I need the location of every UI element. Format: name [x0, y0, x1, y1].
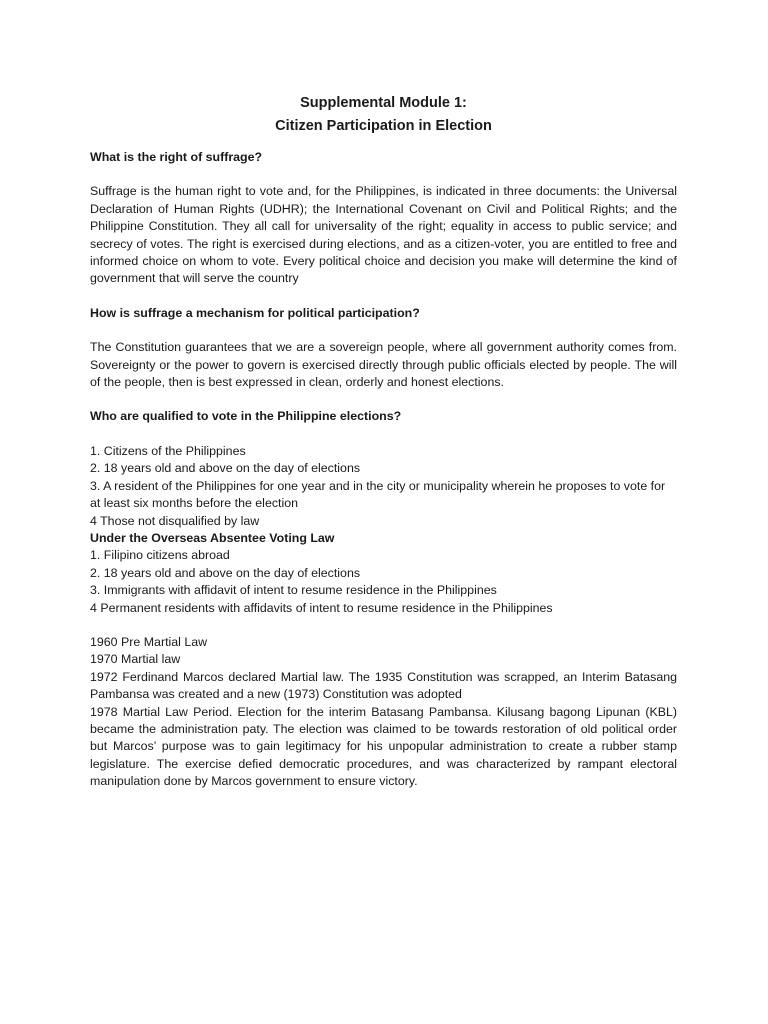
timeline-item: 1960 Pre Martial Law: [90, 634, 208, 649]
document-title: [90, 92, 677, 138]
list-item: 3. A resident of the Philippines for one year and in the city or municipality wherein he proposes to vote for at least six months before the election: [90, 478, 666, 511]
martial-law-timeline: [90, 634, 677, 791]
overseas-voting-section: [90, 530, 677, 617]
list-item: 3. Immigrants with affidavit of intent to resume residence in the Philippines: [90, 583, 497, 598]
timeline-item: 1978 Martial Law Period. Election for the interim Batasang Pambansa. Kilusang bagong Lipunan (KBL) became the administration paty. The election was claimed to be towards restoration of old political order but Marcos’ purpose was to gain legitimacy for his unpopular administration to create a rubber stamp legislature. The exercise defied democratic procedures, and was characterized by rampant electoral manipulation done by Marcos government to ensure victory.: [90, 704, 677, 789]
document-body: [90, 92, 677, 791]
question-qualified-voters: Who are qualified to vote in the Philippine elections?: [90, 409, 402, 424]
paragraph-constitution-sovereignty: The Constitution guarantees that we are a sovereign people, where all government authority comes from. Sovereignty or the power to govern is exercised directly through public officials elected by people. The will of the people, then is best expressed in clean, orderly and honest elections.: [90, 340, 677, 390]
question-right-of-suffrage: What is the right of suffrage?: [90, 150, 263, 164]
title-line-1: Supplemental Module 1:: [300, 95, 467, 111]
timeline-item: 1970 Martial law: [90, 652, 181, 667]
qualified-voters-list: [90, 443, 677, 530]
list-item: 2. 18 years old and above on the day of elections: [90, 565, 361, 580]
paragraph-suffrage-definition: Suffrage is the human right to vote and, for the Philippines, is indicated in three documents: the Universal Declaration of Human Rights (UDHR); the International Covenant on Civil and Political Rights; and the Philippine Constitution. They all call for universality of the right; equality in access to public service; and secrecy of votes. The right is exercised during elections, and as a citizen-voter, you are entitled to free and informed choice on whom to vote. Every political choice and decision you make will determine the kind of government that will serve the country: [90, 184, 677, 286]
list-item: 2. 18 years old and above on the day of elections: [90, 461, 361, 476]
timeline-item: 1972 Ferdinand Marcos declared Martial law. The 1935 Constitution was scrapped, an Interim Batasang Pambansa was created and a new (1973) Constitution was adopted: [90, 669, 677, 702]
title-line-2: Citizen Participation in Election: [275, 118, 492, 134]
list-item: 1. Filipino citizens abroad: [90, 548, 230, 563]
list-item: 4 Permanent residents with affidavits of intent to resume residence in the Philippines: [90, 600, 553, 615]
overseas-voters-list: [90, 547, 677, 617]
list-item: 1. Citizens of the Philippines: [90, 443, 246, 458]
overseas-voting-heading: Under the Overseas Absentee Voting Law: [90, 530, 335, 545]
question-political-participation: How is suffrage a mechanism for political participation?: [90, 305, 420, 320]
list-item: 4 Those not disqualified by law: [90, 513, 260, 528]
